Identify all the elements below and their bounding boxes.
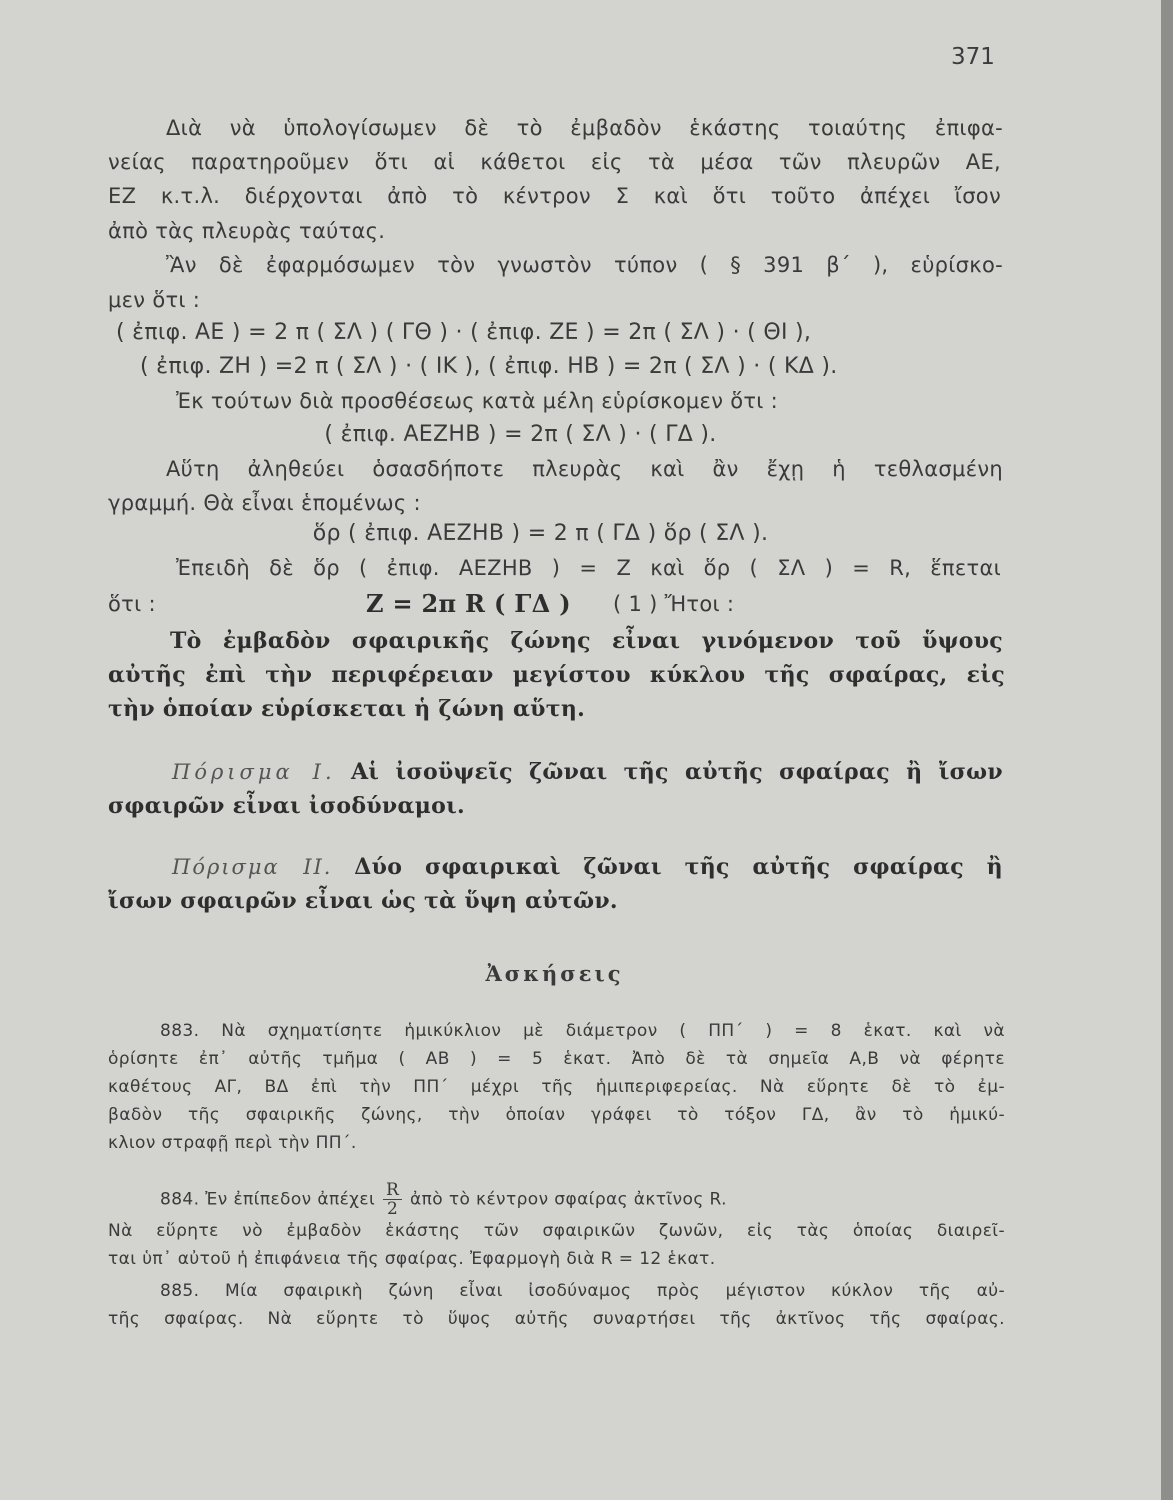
porisma-1-text: Αἱ ἰσοϋψεῖς ζῶναι τῆς αὐτῆς σφαίρας ἢ ἴσων — [350, 759, 1003, 785]
porisma-1-text-cont: σφαιρῶν εἶναι ἰσοδύναμοι. — [108, 793, 465, 819]
exercise-885-line: τῆς σφαίρας. Νὰ εὕρητε τὸ ὕψος αὐτῆς συναρτήσει τῆς ἀκτῖνος τῆς σφαίρας. — [108, 1309, 1005, 1329]
exercise-884-line: Νὰ εὕρητε νὸ ἐμβαδὸν ἑκάστης τῶν σφαιρικῶν ζωνῶν, εἰς τὰς ὁποίας διαιρεῖ- — [108, 1221, 1005, 1241]
fraction-r-over-2 — [383, 1181, 402, 1218]
equation: ὅρ ( ἐπιφ. ΑΕΖΗΒ ) = 2 π ( ΓΔ ) ὅρ ( ΣΛ ). — [312, 521, 769, 546]
text-line: γραμμή. Θὰ εἶναι ἑπομένως : — [108, 491, 421, 515]
exercises-heading: Ἀσκήσεις — [485, 961, 624, 986]
text-line: Διὰ νὰ ὑπολογίσωμεν δὲ τὸ ἐμβαδὸν ἑκάστης τοιαύτης ἐπιφα- — [166, 116, 1003, 140]
porisma-2-label: Πόρισμα ΙΙ. — [172, 855, 333, 879]
text-line: νείας παρατηροῦμεν ὅτι αἱ κάθετοι εἰς τὰ μέσα τῶν πλευρῶν ΑΕ, — [108, 150, 1001, 174]
fraction-denominator: 2 — [386, 1199, 399, 1219]
text-line: ἀπὸ τὰς πλευρὰς ταύτας. — [108, 219, 386, 243]
text-line: ΕΖ κ.τ.λ. διέρχονται ἀπὸ τὸ κέντρον Σ καὶ ὅτι τοῦτο ἀπέχει ἴσον — [108, 184, 1001, 208]
text-line: Ἐκ τούτων διὰ προσθέσεως κατὰ μέλη εὑρίσκομεν ὅτι : — [176, 389, 779, 413]
porisma-2 — [172, 852, 1003, 882]
text-line: μεν ὅτι : — [108, 288, 201, 312]
exercise-883-line: ὁρίσητε ἐπ᾽ αὐτῆς τμῆμα ( ΑΒ ) = 5 ἑκατ. Ἀπὸ δὲ τὰ σημεῖα Α,Β νὰ φέρητε — [108, 1049, 1005, 1069]
exercise-884-line: ται ὑπ᾽ αὐτοῦ ἡ ἐπιφάνεια τῆς σφαίρας. Ἐφαρμογὴ διὰ R = 12 ἑκατ. — [108, 1249, 716, 1269]
porisma-2-text-cont: ἴσων σφαιρῶν εἶναι ὡς τὰ ὕψη αὐτῶν. — [108, 888, 618, 914]
exercise-883-line: κλιον στραφῇ περὶ τὴν ΠΠ΄. — [108, 1133, 357, 1153]
formula-reference: ( 1 ) Ἤτοι : — [613, 592, 735, 616]
exercise-884-line — [160, 1181, 1001, 1218]
exercise-883-line: καθέτους ΑΓ, ΒΔ ἐπὶ τὴν ΠΠ΄ μέχρι τῆς ἡμιπεριφερείας. Νὰ εὕρητε δὲ τὸ ἐμ- — [108, 1077, 1005, 1097]
equation: ( ἐπιφ. ΑΕ ) = 2 π ( ΣΛ ) ( ΓΘ ) · ( ἐπιφ. ΖΕ ) = 2π ( ΣΛ ) · ( ΘΙ ), — [116, 320, 812, 345]
formula-line — [108, 589, 1001, 619]
exercise-883-line: 883. Νὰ σχηματίσητε ἡμικύκλιον μὲ διάμετρον ( ΠΠ΄ ) = 8 ἑκατ. καὶ νὰ — [160, 1021, 1005, 1041]
porisma-2-text: Δύο σφαιρικαὶ ζῶναι τῆς αὐτῆς σφαίρας ἢ — [354, 854, 1003, 880]
equation: ( ἐπιφ. ΑΕΖΗΒ ) = 2π ( ΣΛ ) · ( ΓΔ ). — [324, 422, 717, 447]
main-formula: Ζ = 2π R ( ΓΔ ) — [366, 589, 571, 618]
porisma-1-label: Πόρισμα Ι. — [172, 760, 336, 784]
text-line: Ἂν δὲ ἐφαρμόσωμεν τὸν γνωστὸν τύπον ( § 391 β΄ ), εὑρίσκο- — [166, 253, 1003, 277]
theorem-line: αὐτῆς ἐπὶ τὴν περιφέρειαν μεγίστου κύκλου τῆς σφαίρας, εἰς — [108, 662, 1005, 688]
exercise-884-text: ἀπὸ τὸ κέντρον σφαίρας ἀκτῖνος R. — [409, 1189, 727, 1210]
page-edge-shadow — [1161, 0, 1173, 1500]
theorem-line: Τὸ ἐμβαδὸν σφαιρικῆς ζώνης εἶναι γινόμενον τοῦ ὕψους — [170, 628, 1003, 654]
equation: ( ἐπιφ. ΖΗ ) =2 π ( ΣΛ ) · ( ΙΚ ), ( ἐπιφ. ΗΒ ) = 2π ( ΣΛ ) · ( ΚΔ ). — [140, 354, 838, 379]
fraction-numerator: R — [383, 1181, 402, 1200]
theorem-line: τὴν ὁποίαν εὑρίσκεται ἡ ζώνη αὕτη. — [108, 696, 586, 722]
exercise-885-line: 885. Μία σφαιρικὴ ζώνη εἶναι ἰσοδύναμος πρὸς μέγιστον κύκλον τῆς αὐ- — [160, 1281, 1005, 1301]
page-number: 371 — [951, 44, 995, 70]
exercise-884-text: 884. Ἐν ἐπίπεδον ἀπέχει — [160, 1189, 376, 1210]
exercise-883-line: βαδὸν τῆς σφαιρικῆς ζώνης, τὴν ὁποίαν γράφει τὸ τόξον ΓΔ, ἂν τὸ ἡμικύ- — [108, 1105, 1005, 1125]
text-line: Αὕτη ἀληθεύει ὁσασδήποτε πλευρὰς καὶ ἂν ἔχῃ ἡ τεθλασμένη — [166, 457, 1003, 481]
text-line: Ἐπειδὴ δὲ ὅρ ( ἐπιφ. ΑΕΖΗΒ ) = Ζ καὶ ὅρ ( ΣΛ ) = R, ἕπεται — [176, 556, 1001, 580]
porisma-1 — [172, 757, 1003, 787]
text-oti: ὅτι : — [108, 592, 156, 616]
